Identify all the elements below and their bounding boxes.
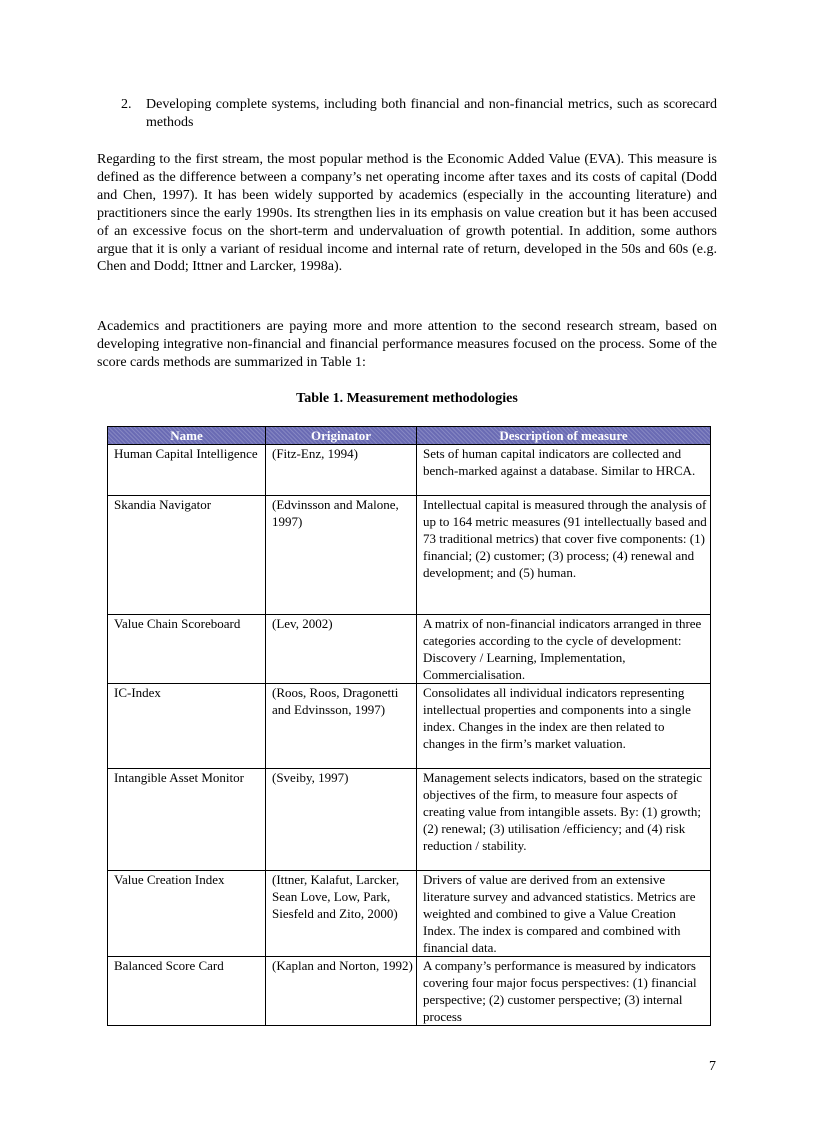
cell-description: Sets of human capital indicators are collected and bench-marked against a database. Similar to HRCA.: [417, 445, 711, 496]
list-text: Developing complete systems, including both financial and non-financial metrics, such as scorecard methods: [146, 97, 717, 130]
table-row: [108, 684, 711, 769]
cell-originator: (Ittner, Kalafut, Larcker, Sean Love, Low, Park, Siesfeld and Zito, 2000): [266, 871, 417, 957]
cell-name: Intangible Asset Monitor: [108, 769, 266, 871]
list-number: 2.: [121, 97, 132, 112]
table-header-row: [108, 427, 711, 445]
cell-originator: (Kaplan and Norton, 1992): [266, 957, 417, 1026]
cell-description: Consolidates all individual indicators representing intellectual properties and components into a single index. Changes in the index are then related to changes in the firm’s market valuation.: [417, 684, 711, 769]
cell-description: Drivers of value are derived from an extensive literature survey and advanced statistics. Metrics are weighted and combined to give a Value Creation Index. The index is compared and combined with financial data.: [417, 871, 711, 957]
table-row: [108, 445, 711, 496]
cell-description: Management selects indicators, based on the strategic objectives of the firm, to measure four aspects of creating value from intangible assets. By: (1) growth; (2) renewal; (3) utilisation /efficiency; and (4) risk reduction / stability.: [417, 769, 711, 871]
cell-name: Value Chain Scoreboard: [108, 615, 266, 684]
cell-name: Skandia Navigator: [108, 496, 266, 615]
cell-originator: (Roos, Roos, Dragonetti and Edvinsson, 1997): [266, 684, 417, 769]
paragraph-eva: Regarding to the first stream, the most popular method is the Economic Added Value (EVA). This measure is defined as the difference between a company’s net operating income after taxes and its costs of capital (Dodd and Chen, 1997). It has been widely supported by academics (especially in the accounting literature) and practitioners since the early 1990s. Its strengthen lies in its emphasis on value creation but it has been accused of an excessive focus on the short-term and undervaluation of growth potential. In addition, some authors argue that it is only a variant of residual income and internal rate of return, developed in the 50s and 60s (e.g. Chen and Dodd; Ittner and Larcker, 1998a).: [97, 152, 717, 275]
methods-table: [107, 426, 711, 1026]
header-originator: Originator: [266, 427, 417, 445]
header-description: Description of measure: [417, 427, 711, 445]
table-row: [108, 871, 711, 957]
table-caption: Table 1. Measurement methodologies: [296, 391, 518, 406]
cell-description: Intellectual capital is measured through the analysis of up to 164 metric measures (91 intellectually based and 73 traditional metrics) that cover five components: (1) financial; (2) customer; (3) process; (4) renewal and development; and (5) human.: [417, 496, 711, 615]
cell-name: Balanced Score Card: [108, 957, 266, 1026]
cell-description: A matrix of non-financial indicators arranged in three categories according to the cycle of development: Discovery / Learning, Implementation, Commercialisation.: [417, 615, 711, 684]
cell-originator: (Edvinsson and Malone, 1997): [266, 496, 417, 615]
header-name: Name: [108, 427, 266, 445]
table-row: [108, 957, 711, 1026]
cell-originator: (Lev, 2002): [266, 615, 417, 684]
cell-description: A company’s performance is measured by indicators covering four major focus perspectives: (1) financial perspective; (2) customer perspective; (3) internal process: [417, 957, 711, 1026]
cell-name: IC-Index: [108, 684, 266, 769]
table-row: [108, 769, 711, 871]
table-row: [108, 496, 711, 615]
cell-name: Value Creation Index: [108, 871, 266, 957]
cell-name: Human Capital Intelligence: [108, 445, 266, 496]
paragraph-second-stream: Academics and practitioners are paying more and more attention to the second research stream, based on developing integrative non-financial and financial performance measures focused on the process. Some of the score cards methods are summarized in Table 1:: [97, 319, 717, 370]
table-row: [108, 615, 711, 684]
page-number: 7: [709, 1059, 716, 1074]
cell-originator: (Fitz-Enz, 1994): [266, 445, 417, 496]
cell-originator: (Sveiby, 1997): [266, 769, 417, 871]
